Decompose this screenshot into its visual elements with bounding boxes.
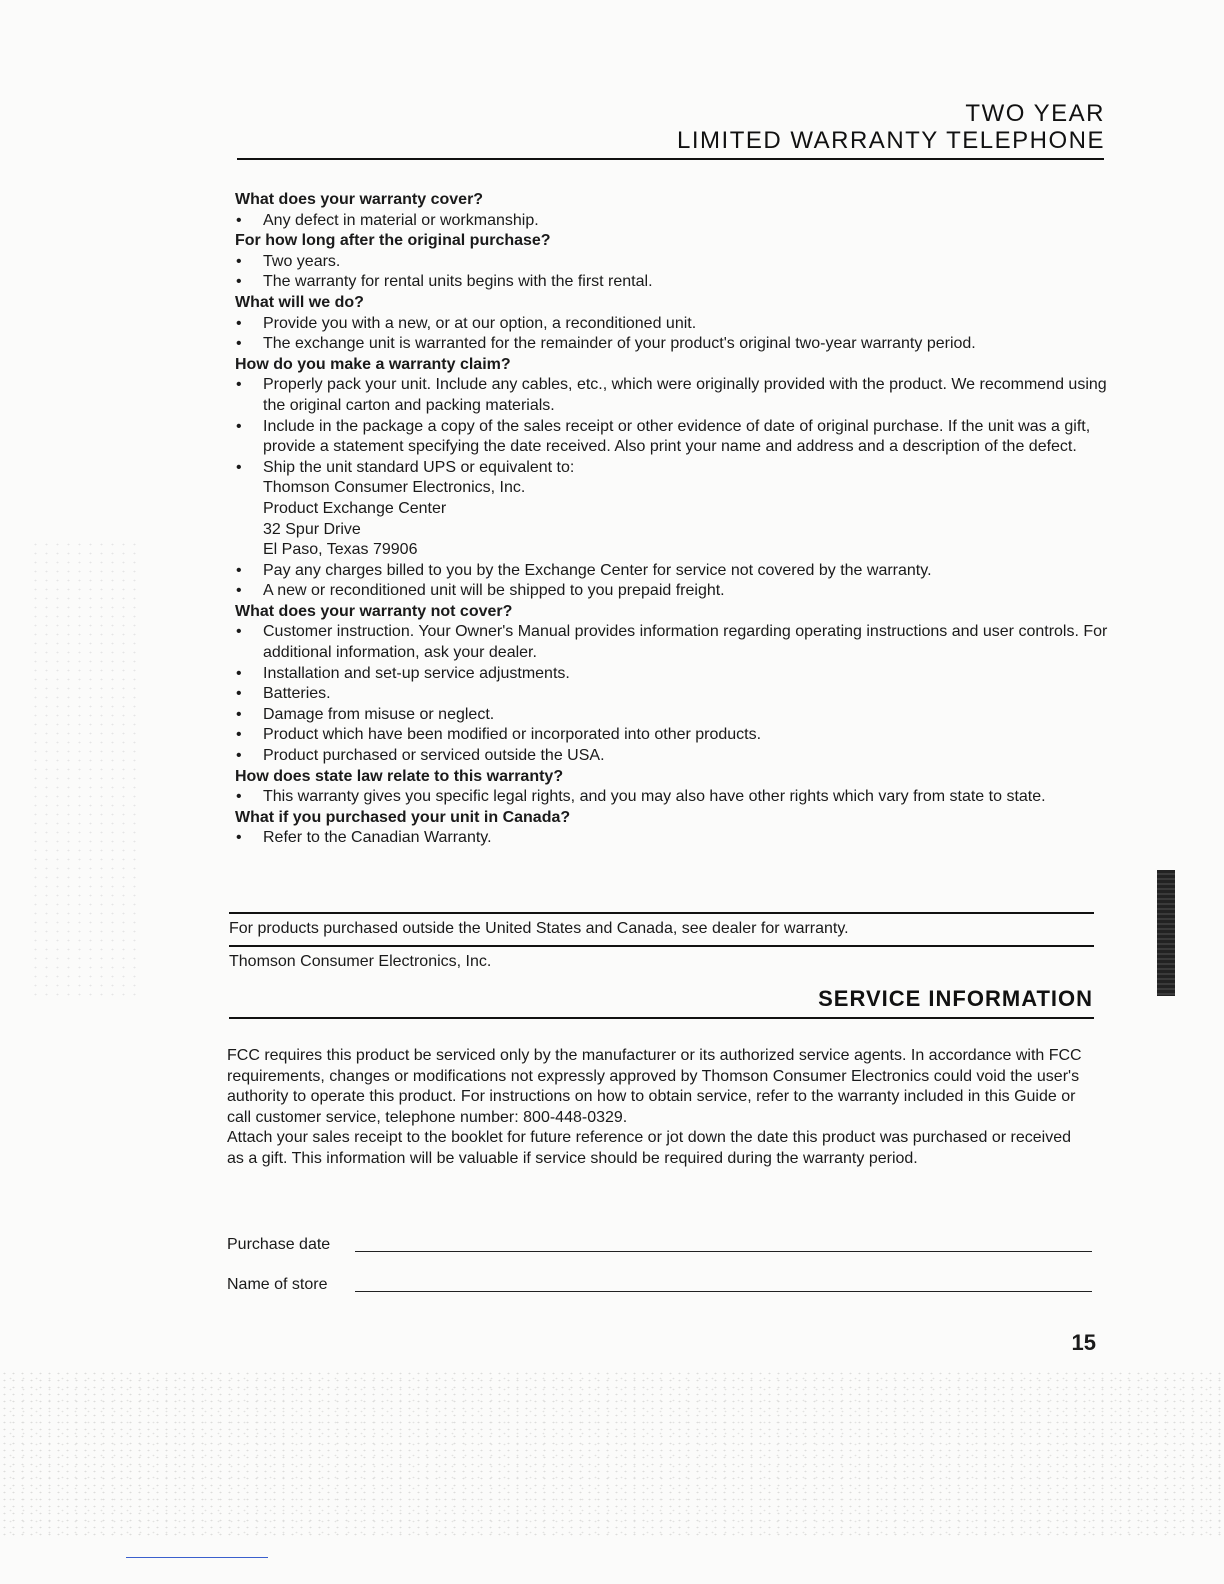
service-paragraph-receipt: Attach your sales receipt to the booklet for future reference or jot down the date this product was purchased or received as a gift. This information will be valuable if service should be required during the warranty period. [227, 1129, 1072, 1167]
purchase-date-label: Purchase date [227, 1236, 331, 1253]
scan-speckle [0, 1370, 1224, 1540]
list-item: • Include in the package a copy of the sales receipt or other evidence of date of original purchase. If the unit was a gift, provide a statement specifying the date received. Also print your name and address and a description of the defect. [229, 417, 1109, 458]
company-name: Thomson Consumer Electronics, Inc. [229, 953, 492, 970]
divider [229, 912, 1094, 914]
question-duration: For how long after the original purchase? [235, 232, 551, 250]
store-name-field[interactable] [355, 1291, 1092, 1292]
list-item: • A new or reconditioned unit will be shipped to you prepaid freight. [229, 581, 1109, 602]
list-item: • Ship the unit standard UPS or equivalent to: [229, 458, 1109, 479]
list-item: • The exchange unit is warranted for the remainder of your product's original two-year warranty period. [229, 334, 1109, 355]
title-line-1: TWO YEAR [965, 100, 1105, 127]
list-item: • Installation and set-up service adjustments. [229, 664, 1109, 685]
address-line: 32 Spur Drive [263, 520, 361, 538]
service-section [227, 1046, 1087, 1170]
purchase-date-field[interactable] [355, 1251, 1092, 1252]
title-rule [237, 158, 1104, 160]
address-line: Thomson Consumer Electronics, Inc. [263, 479, 526, 497]
list-item: • This warranty gives you specific legal rights, and you may also have other rights which vary from state to state. [229, 787, 1109, 808]
page-number: 15 [1071, 1330, 1096, 1355]
list-item: • Product purchased or serviced outside the USA. [229, 746, 1109, 767]
store-name-label: Name of store [227, 1276, 328, 1293]
question-canada: What if you purchased your unit in Canada? [235, 808, 571, 826]
question-coverage: What does your warranty cover? [235, 191, 484, 208]
exchange-address [229, 478, 1109, 560]
divider [229, 945, 1094, 947]
title-line-2: LIMITED WARRANTY TELEPHONE [677, 127, 1105, 154]
list-item: • Properly pack your unit. Include any cables, etc., which were originally provided with the product. We recommend using the original carton and packing materials. [229, 375, 1109, 416]
section-tab-marker [1157, 870, 1175, 996]
list-item: • The warranty for rental units begins with the first rental. [229, 272, 1109, 293]
list-item: • Provide you with a new, or at our option, a reconditioned unit. [229, 314, 1109, 335]
list-item: • Refer to the Canadian Warranty. [229, 828, 1109, 849]
service-title: SERVICE INFORMATION [818, 986, 1093, 1011]
list-item: • Batteries. [229, 684, 1109, 705]
list-item: • Product which have been modified or incorporated into other products. [229, 725, 1109, 746]
page-title [677, 100, 1105, 154]
question-state-law: How does state law relate to this warranty? [235, 767, 564, 785]
list-item: • Any defect in material or workmanship. [229, 211, 1109, 232]
bottom-link-line [126, 1557, 268, 1558]
list-item: • Damage from misuse or neglect. [229, 705, 1109, 726]
service-paragraph-fcc: FCC requires this product be serviced only by the manufacturer or its authorized service agents. In accordance with FCC requirements, changes or modifications not expressly approved by Thomson Consumer Electronics could void the user's authority to operate this product. For instructions on how to obtain service, refer to the warranty included in this Guide or call customer service, telephone number: 800-448-0329. [227, 1047, 1082, 1126]
list-item: • Customer instruction. Your Owner's Manual provides information regarding operating instructions and user controls. For additional information, ask your dealer. [229, 622, 1109, 663]
outside-us-note: For products purchased outside the United States and Canada, see dealer for warranty. [229, 920, 849, 937]
address-line: El Paso, Texas 79906 [263, 541, 418, 559]
list-item: • Two years. [229, 252, 1109, 273]
scan-speckle [30, 540, 140, 1000]
address-line: Product Exchange Center [263, 499, 447, 517]
question-what-we-do: What will we do? [235, 293, 364, 311]
list-item: • Pay any charges billed to you by the Exchange Center for service not covered by the warranty. [229, 561, 1109, 582]
warranty-section [229, 190, 1109, 849]
question-not-covered: What does your warranty not cover? [235, 602, 513, 620]
question-claim: How do you make a warranty claim? [235, 355, 511, 373]
service-title-rule [229, 1017, 1094, 1019]
